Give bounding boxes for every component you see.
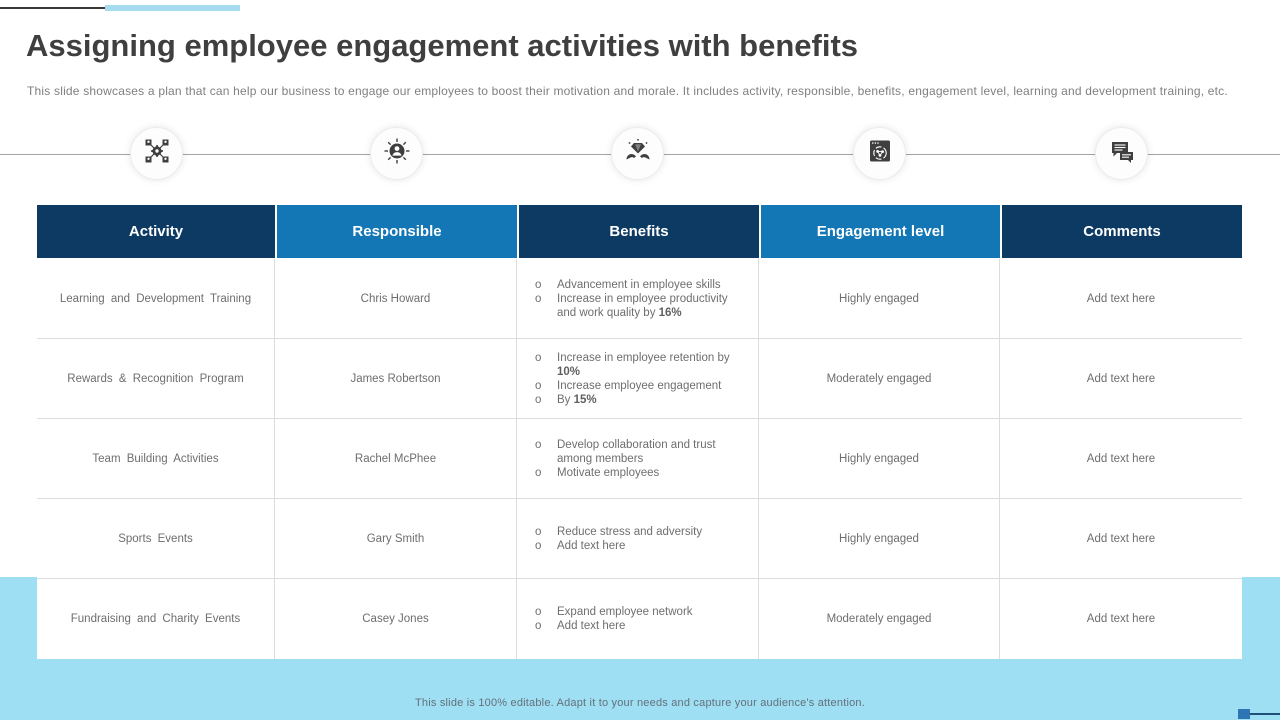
top-dark-line [0, 7, 107, 9]
cell-engagement: Highly engaged [759, 259, 1000, 339]
cell-responsible: Rachel McPhee [275, 419, 517, 499]
benefits-icon-circle [611, 127, 664, 180]
engagement-icon-circle [853, 127, 906, 180]
cell-activity: Learning and Development Training [37, 259, 275, 339]
cell-comments[interactable]: Add text here [1000, 339, 1242, 419]
engagement-window-icon [866, 137, 894, 170]
benefit-item: o Increase employee engagement [535, 379, 722, 392]
comments-bubbles-icon [1108, 137, 1136, 170]
benefit-item: o Increase in employee retention by 10% [535, 351, 730, 378]
cell-benefits [517, 579, 759, 659]
cell-responsible: Gary Smith [275, 499, 517, 579]
cell-comments[interactable]: Add text here [1000, 499, 1242, 579]
footer-note: This slide is 100% editable. Adapt it to your needs and capture your audience's attention. [415, 697, 865, 709]
cell-activity: Sports Events [37, 499, 275, 579]
cell-comments[interactable]: Add text here [1000, 259, 1242, 339]
benefit-item[interactable]: o Add text here [535, 620, 626, 632]
cell-activity: Rewards & Recognition Program [37, 339, 275, 419]
top-accent-bar [105, 5, 240, 11]
benefit-item[interactable]: o Add text here [535, 539, 626, 552]
activity-icon-circle [130, 127, 183, 180]
page-title: Assigning employee engagement activities with benefits [26, 28, 859, 63]
person-rays-icon [383, 137, 411, 170]
cell-benefits [517, 499, 759, 579]
cell-engagement: Moderately engaged [759, 339, 1000, 419]
cell-comments[interactable]: Add text here [1000, 419, 1242, 499]
slide-description: This slide showcases a plan that can help our business to engage our employees to boost their motivation and morale. It includes activity, responsible, benefits, engagement level, learning and development training, etc. [27, 84, 1228, 98]
bottom-right-line [1250, 713, 1280, 715]
header-activity: Activity [37, 205, 275, 258]
cell-responsible: Chris Howard [275, 259, 517, 339]
cell-engagement: Highly engaged [759, 419, 1000, 499]
header-responsible: Responsible [275, 205, 517, 258]
table-header-row [37, 205, 1242, 258]
cell-benefits [517, 339, 759, 419]
benefit-item: o Motivate employees [535, 466, 660, 479]
header-engagement-level: Engagement level [759, 205, 1000, 258]
cell-responsible: Casey Jones [275, 579, 517, 659]
benefit-item: o Reduce stress and adversity [535, 525, 703, 538]
comments-icon-circle [1095, 127, 1148, 180]
bottom-right-square [1238, 709, 1250, 719]
cell-engagement: Moderately engaged [759, 579, 1000, 659]
benefit-item: o Advancement in employee skills [535, 278, 721, 291]
header-benefits: Benefits [517, 205, 759, 258]
cell-activity: Fundraising and Charity Events [37, 579, 275, 659]
benefit-item: o By 15% [535, 393, 597, 406]
cell-comments[interactable]: Add text here [1000, 579, 1242, 659]
cell-engagement: Highly engaged [759, 499, 1000, 579]
responsible-icon-circle [370, 127, 423, 180]
hands-holding-diamond-icon [624, 137, 652, 170]
org-network-gear-icon [143, 137, 171, 170]
table-body [37, 258, 1242, 659]
benefit-item: o Develop collaboration and trust among members [535, 438, 716, 465]
benefit-item: o Increase in employee productivity and work quality by 16% [535, 292, 728, 319]
benefit-item: o Expand employee network [535, 606, 693, 618]
cell-activity: Team Building Activities [37, 419, 275, 499]
cell-benefits [517, 259, 759, 339]
engagement-table [37, 205, 1242, 659]
header-comments: Comments [1000, 205, 1242, 258]
cell-responsible: James Robertson [275, 339, 517, 419]
cell-benefits [517, 419, 759, 499]
